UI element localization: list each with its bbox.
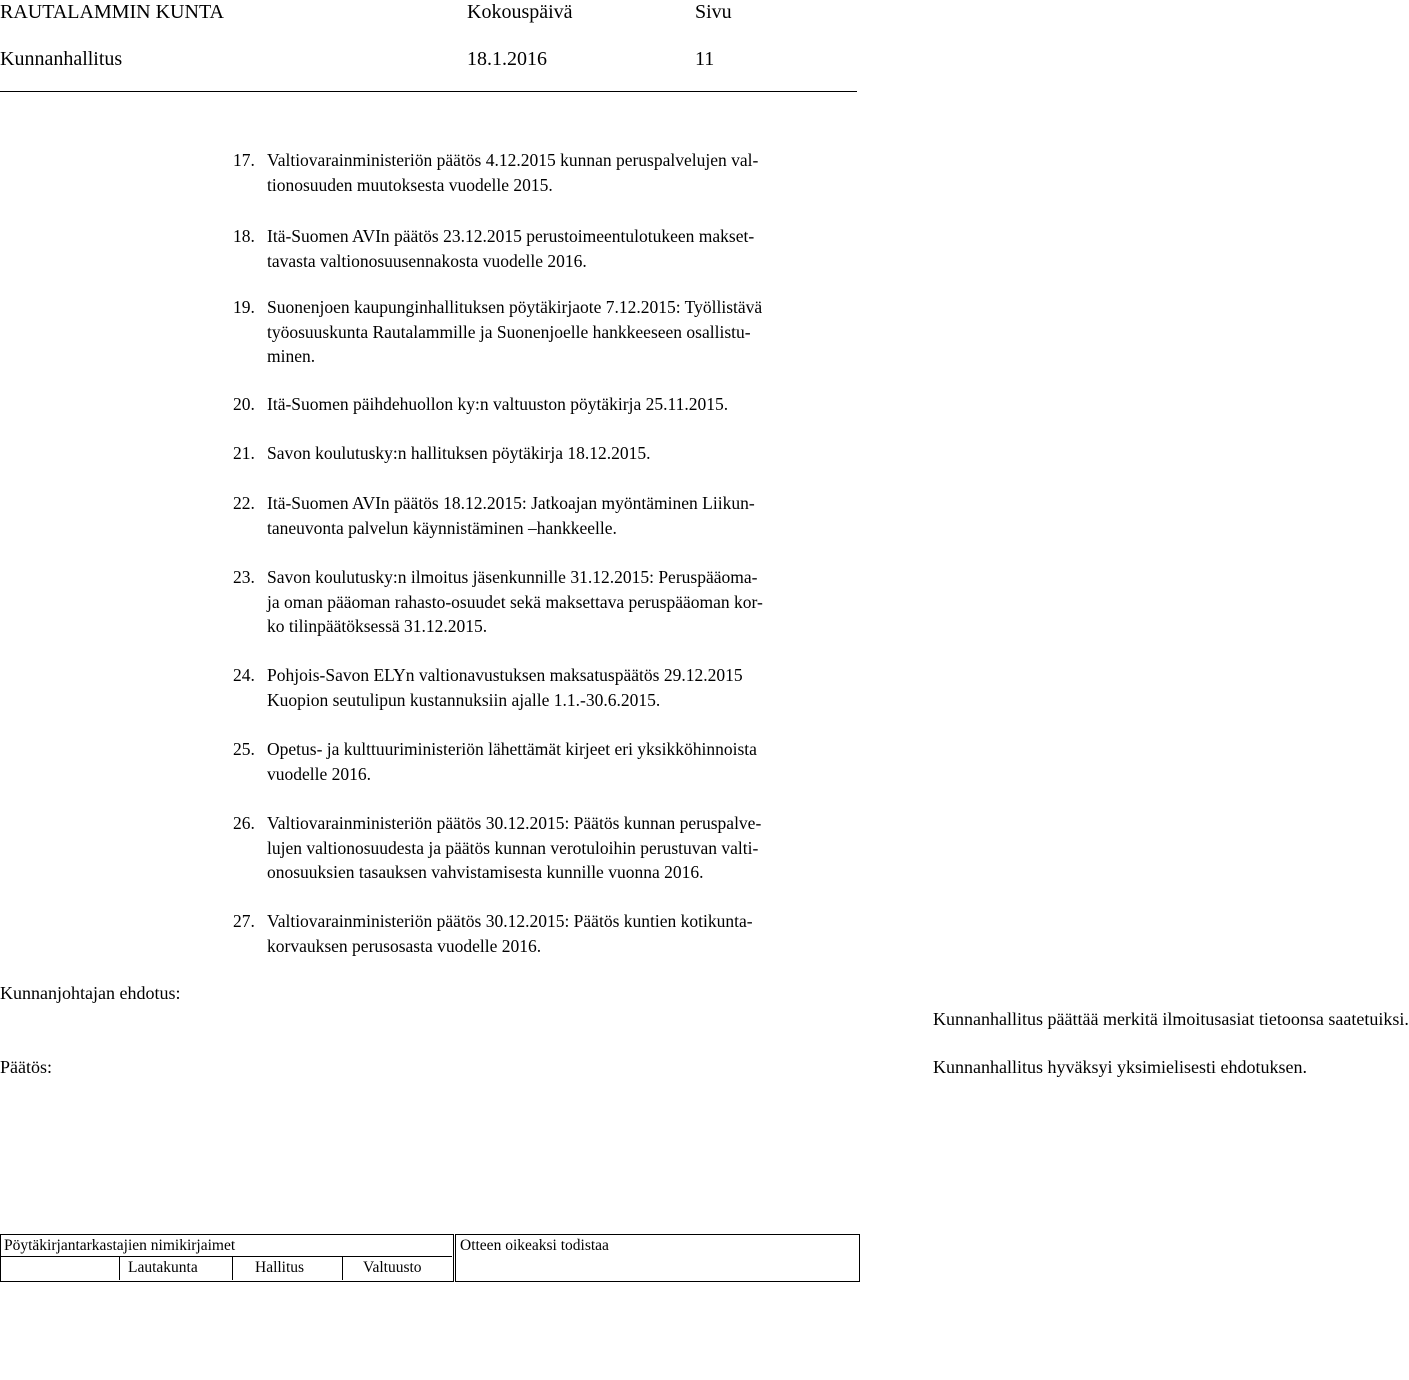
item-text-line: Opetus- ja kulttuuriministeriön lähettämät kirjeet eri yksikköhinnoista xyxy=(267,739,757,759)
header-rule xyxy=(0,91,857,92)
footer-col-valtuusto: Valtuusto xyxy=(363,1259,422,1276)
item-text xyxy=(267,392,728,417)
item-text xyxy=(267,909,753,958)
proposal-label: Kunnanjohtajan ehdotus: xyxy=(0,983,181,1003)
item-number: 25. xyxy=(233,739,255,759)
item-text xyxy=(267,663,743,712)
org-name: RAUTALAMMIN KUNTA xyxy=(0,1,225,23)
item-text-line: Valtiovarainministeriön päätös 4.12.2015 kunnan peruspalvelujen val- xyxy=(267,150,759,170)
item-number: 20. xyxy=(233,394,255,414)
item-text-line: lujen valtionosuudesta ja päätös kunnan verotuloihin perustuvan valti- xyxy=(267,837,759,858)
item-text-line: taneuvonta palvelun käynnistäminen –hankkeelle. xyxy=(267,517,617,538)
item-text-line: minen. xyxy=(267,346,316,366)
item-text-line: vuodelle 2016. xyxy=(267,763,372,784)
footer-initials-label: Pöytäkirjantarkastajien nimikirjaimet xyxy=(4,1237,236,1254)
item-text-line: Pohjois-Savon ELYn valtionavustuksen maksatuspäätös 29.12.2015 xyxy=(267,665,743,685)
item-text-line: Itä-Suomen AVIn päätös 23.12.2015 perustoimeentulotukeen makset- xyxy=(267,226,755,246)
item-text-line: Suonenjoen kaupunginhallituksen pöytäkirjaote 7.12.2015: Työllistävä xyxy=(267,297,763,317)
item-text xyxy=(267,441,651,466)
item-text-line: ja oman pääoman rahasto-osuudet sekä maksettava peruspääoman kor- xyxy=(267,591,763,612)
footer-col-divider-3 xyxy=(342,1256,343,1280)
meeting-date: 18.1.2016 xyxy=(467,48,547,70)
item-number: 24. xyxy=(233,665,255,685)
item-number: 26. xyxy=(233,813,255,833)
item-text xyxy=(267,565,763,639)
proposal-text: Kunnanhallitus päättää merkitä ilmoitusasiat tietoonsa saatetuiksi. xyxy=(933,1009,1409,1029)
item-text xyxy=(267,224,754,273)
item-text-line: tionosuuden muutoksesta vuodelle 2015. xyxy=(267,174,553,195)
item-text-line: Valtiovarainministeriön päätös 30.12.2015: Päätös kunnan peruspalve- xyxy=(267,813,762,833)
item-number: 23. xyxy=(233,567,255,587)
item-text xyxy=(267,148,758,197)
item-text-line: Savon koulutusky:n ilmoitus jäsenkunnille 31.12.2015: Peruspääoma- xyxy=(267,567,758,587)
item-text xyxy=(267,811,761,885)
footer-col-divider-1 xyxy=(119,1256,120,1280)
item-text-line: Itä-Suomen AVIn päätös 18.12.2015: Jatkoajan myöntäminen Liikun- xyxy=(267,493,755,513)
decision-label: Päätös: xyxy=(0,1057,52,1077)
item-text-line: Valtiovarainministeriön päätös 30.12.2015: Päätös kuntien kotikunta- xyxy=(267,911,753,931)
footer-header-divider xyxy=(0,1256,452,1257)
item-text-line: tavasta valtionosuusennakosta vuodelle 2016. xyxy=(267,250,587,271)
item-text xyxy=(267,491,755,540)
footer-col-lautakunta: Lautakunta xyxy=(128,1259,198,1276)
meeting-date-label: Kokouspäivä xyxy=(467,1,573,23)
item-number: 19. xyxy=(233,297,255,317)
page-number: 11 xyxy=(695,48,715,70)
page-label: Sivu xyxy=(695,1,732,23)
item-text xyxy=(267,737,757,786)
item-number: 27. xyxy=(233,911,255,931)
item-text-line: Kuopion seutulipun kustannuksiin ajalle 1.1.-30.6.2015. xyxy=(267,689,661,710)
item-text-line: ko tilinpäätöksessä 31.12.2015. xyxy=(267,616,488,636)
item-text xyxy=(267,295,762,369)
footer-col-divider-2 xyxy=(232,1256,233,1280)
item-text-line: korvauksen perusosasta vuodelle 2016. xyxy=(267,935,542,956)
item-number: 18. xyxy=(233,226,255,246)
item-number: 17. xyxy=(233,150,255,170)
decision-text: Kunnanhallitus hyväksyi yksimielisesti ehdotuksen. xyxy=(933,1057,1307,1077)
body-name: Kunnanhallitus xyxy=(0,48,123,70)
item-text-line: työosuuskunta Rautalammille ja Suonenjoelle hankkeeseen osallistu- xyxy=(267,321,751,342)
item-text-line: Savon koulutusky:n hallituksen pöytäkirja 18.12.2015. xyxy=(267,443,651,463)
item-number: 22. xyxy=(233,493,255,513)
item-number: 21. xyxy=(233,443,255,463)
footer-certified-label: Otteen oikeaksi todistaa xyxy=(460,1237,609,1254)
item-text-line: Itä-Suomen päihdehuollon ky:n valtuuston pöytäkirja 25.11.2015. xyxy=(267,394,729,414)
footer-col-hallitus: Hallitus xyxy=(255,1259,305,1276)
item-text-line: onosuuksien tasauksen vahvistamisesta kunnille vuonna 2016. xyxy=(267,862,704,882)
